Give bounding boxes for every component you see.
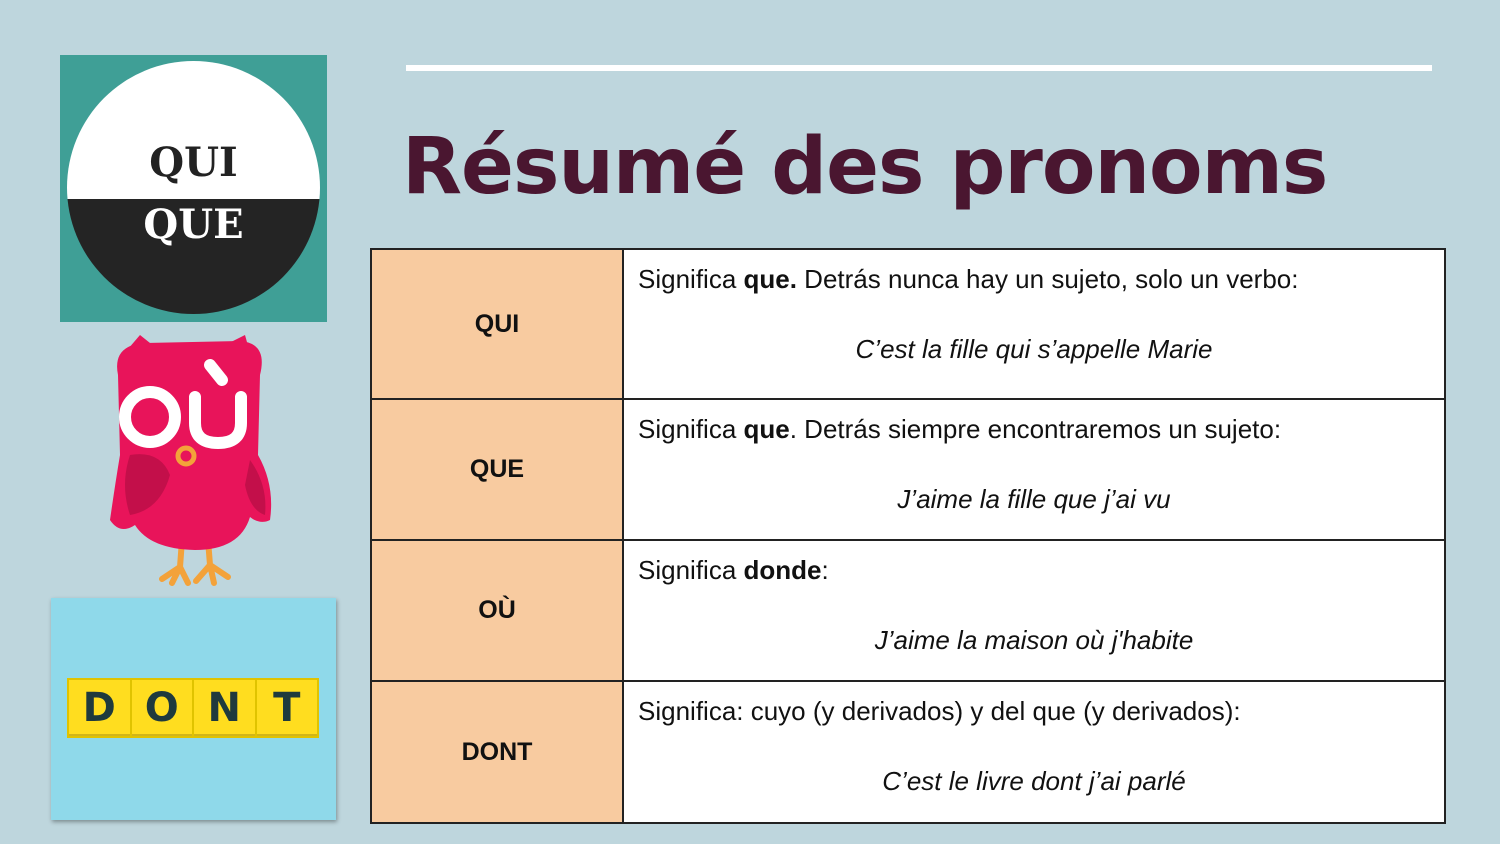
description-cell	[623, 540, 1445, 681]
letter-tile: N	[194, 680, 255, 736]
pronoun-cell: QUI	[371, 249, 623, 399]
owl-mascot-image	[100, 335, 278, 587]
description-text: Significa que. Detrás nunca hay un sujeto, solo un verbo:	[638, 264, 1299, 294]
description-text: Significa: cuyo (y derivados) y del que (y derivados):	[638, 696, 1241, 726]
example-sentence: C’est le livre dont j’ai parlé	[882, 766, 1186, 796]
letter-tile-row	[67, 678, 319, 738]
letter-tile: D	[69, 680, 130, 736]
slide-title: Résumé des pronoms	[402, 122, 1328, 212]
pronoun-cell: DONT	[371, 681, 623, 823]
table-row	[371, 399, 1445, 540]
description-cell	[623, 681, 1445, 823]
letter-tile: O	[132, 680, 193, 736]
description-text: Significa donde:	[638, 555, 829, 585]
description-cell	[623, 399, 1445, 540]
table-row	[371, 249, 1445, 399]
pronoun-cell: QUE	[371, 399, 623, 540]
que-word: QUE	[143, 201, 244, 248]
qui-word: QUI	[149, 139, 238, 186]
example-sentence: J’aime la maison où j'habite	[874, 625, 1194, 655]
description-cell	[623, 249, 1445, 399]
dont-tiles-image	[51, 598, 336, 820]
example-sentence: C’est la fille qui s’appelle Marie	[855, 334, 1213, 364]
pronoun-summary-table	[370, 248, 1446, 824]
table-row	[371, 681, 1445, 823]
owl-body	[110, 341, 271, 550]
qui-que-badge-image	[60, 55, 327, 322]
pronoun-cell: OÙ	[371, 540, 623, 681]
description-text: Significa que. Detrás siempre encontraremos un sujeto:	[638, 414, 1282, 444]
letter-tile: T	[257, 680, 318, 736]
example-sentence: J’aime la fille que j’ai vu	[897, 484, 1171, 514]
top-divider	[406, 65, 1432, 71]
qui-que-circle	[67, 61, 320, 314]
table-row	[371, 540, 1445, 681]
